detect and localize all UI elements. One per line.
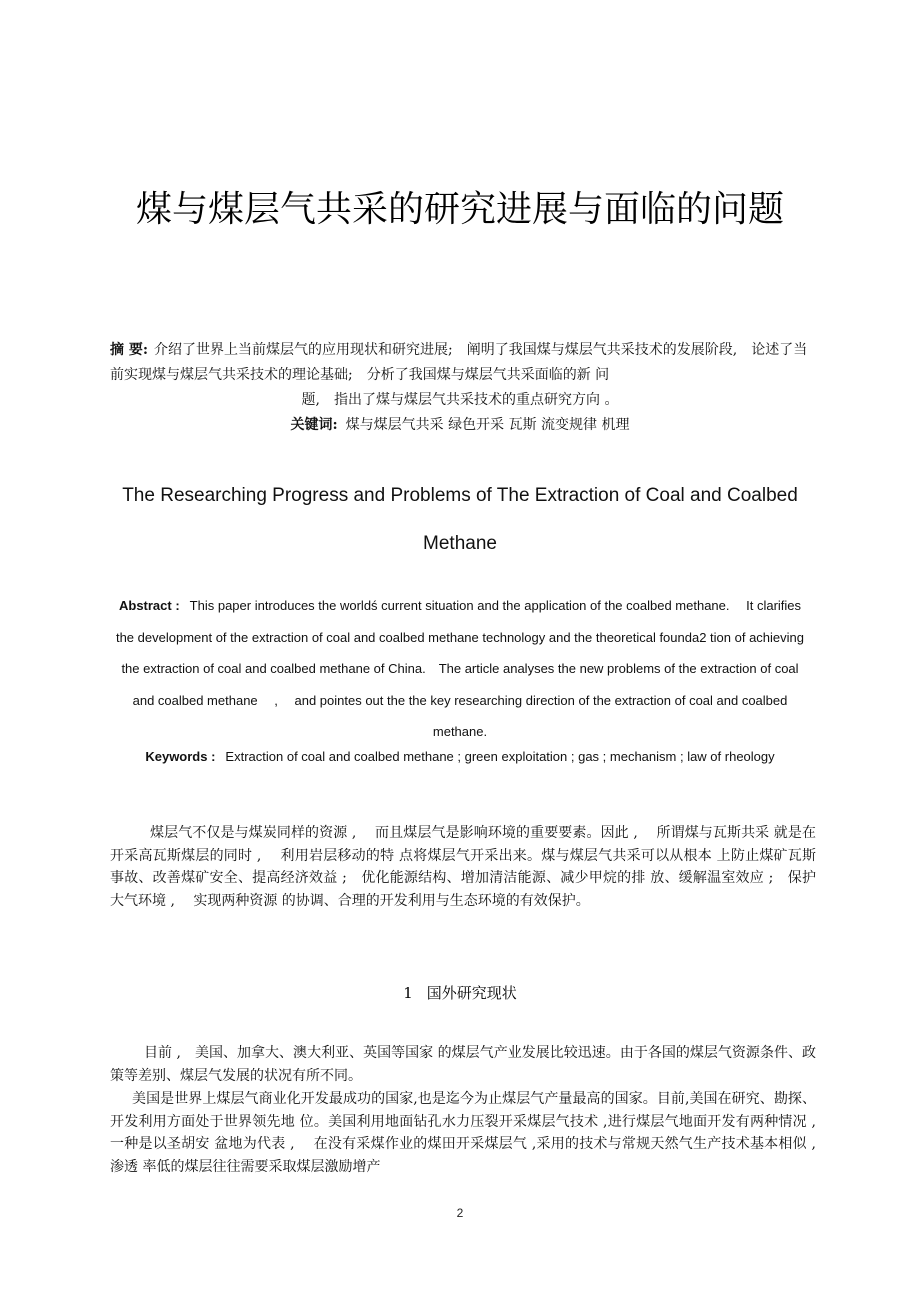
english-abstract-label: Abstract : bbox=[118, 598, 180, 613]
chinese-abstract-text: 介绍了世界上当前煤层气的应用现状和研究进展; 阐明了我国煤与煤层气共采技术的发展阶段, 论述了当前实现煤与煤层气共采技术的理论基础; 分析了我国煤与煤层气共采面临的新 问 bbox=[110, 342, 808, 383]
chinese-keywords-label: 关键词: bbox=[290, 417, 338, 433]
english-keywords-text: Extraction of coal and coalbed methane ; green exploitation ; gas ; mechanism ; law of rheology bbox=[225, 749, 775, 764]
body-paragraph: 美国是世界上煤层气商业化开发最成功的国家,也是迄今为止煤层气产量最高的国家。目前,美国在研究、勘探、开发利用方面处于世界领先地 位。美国利用地面钻孔水力压裂开采煤层气技术 ,进行煤层气地面开发有两种情况 , 一种是以圣胡安 盆地为代表 , 在没有采煤作业的煤田开采煤层气 ,采用的技术与常规天然气生产技术基本相似 , 渗透 率低的煤层往往需要采取煤层激励增产 bbox=[110, 1091, 835, 1175]
english-abstract-text: This paper introduces the worldś current situation and the application of the coalbed methane. It clarifies the development of the extraction of coal and coalbed methane technology and the theoretical founda2 tion of achieving the extraction of coal and coalbed methane of China. The article analyses the new problems of the extraction of coal and coalbed methane , and pointes out the the key researching direction of the extraction of coal and coalbed methane. bbox=[115, 598, 805, 739]
intro-paragraph: 煤层气不仅是与煤炭同样的资源 , 而且煤层气是影响环境的重要要素。因此 , 所谓煤与瓦斯共采 就是在开采高瓦斯煤层的同时 , 利用岩层移动的特 点将煤层气开采出来。煤与煤层气共采可以从根本 上防止煤矿瓦斯事故、改善煤矿安全、提高经济效益 ; 优化能源结构、增加清洁能源、减少甲烷的排 放、缓解温室效应 ; 保护大气环境 , 实现两种资源 的协调、合理的开发利用与生态环境的有效保护。 bbox=[110, 825, 816, 909]
body-paragraph: 目前 , 美国、加拿大、澳大利亚、英国等国家 的煤层气产业发展比较迅速。由于各国的煤层气资源条件、政策等差别、煤层气发展的状况有所不同。 bbox=[110, 1045, 816, 1084]
chinese-keywords-text: 煤与煤层气共采 绿色开采 瓦斯 流变规律 机理 bbox=[345, 417, 630, 433]
page-number: 2 bbox=[456, 1206, 464, 1220]
chinese-abstract-label: 摘 要: bbox=[110, 342, 149, 358]
section-title: 国外研究现状 bbox=[426, 984, 517, 1002]
english-keywords-label: Keywords : bbox=[145, 749, 216, 764]
chinese-keywords bbox=[110, 413, 810, 438]
chinese-abstract-last-line: 题, 指出了煤与煤层气共采技术的重点研究方向 。 bbox=[301, 392, 619, 408]
section-number: 1 bbox=[403, 984, 413, 1002]
english-title: The Researching Progress and Problems of The Extraction of Coal and Coalbed Methane bbox=[122, 485, 798, 554]
chinese-abstract bbox=[110, 338, 810, 413]
section-heading bbox=[110, 982, 810, 1004]
english-keywords bbox=[110, 748, 810, 765]
english-abstract bbox=[110, 590, 810, 748]
chinese-title: 煤与煤层气共采的研究进展与面临的问题 bbox=[135, 189, 784, 231]
